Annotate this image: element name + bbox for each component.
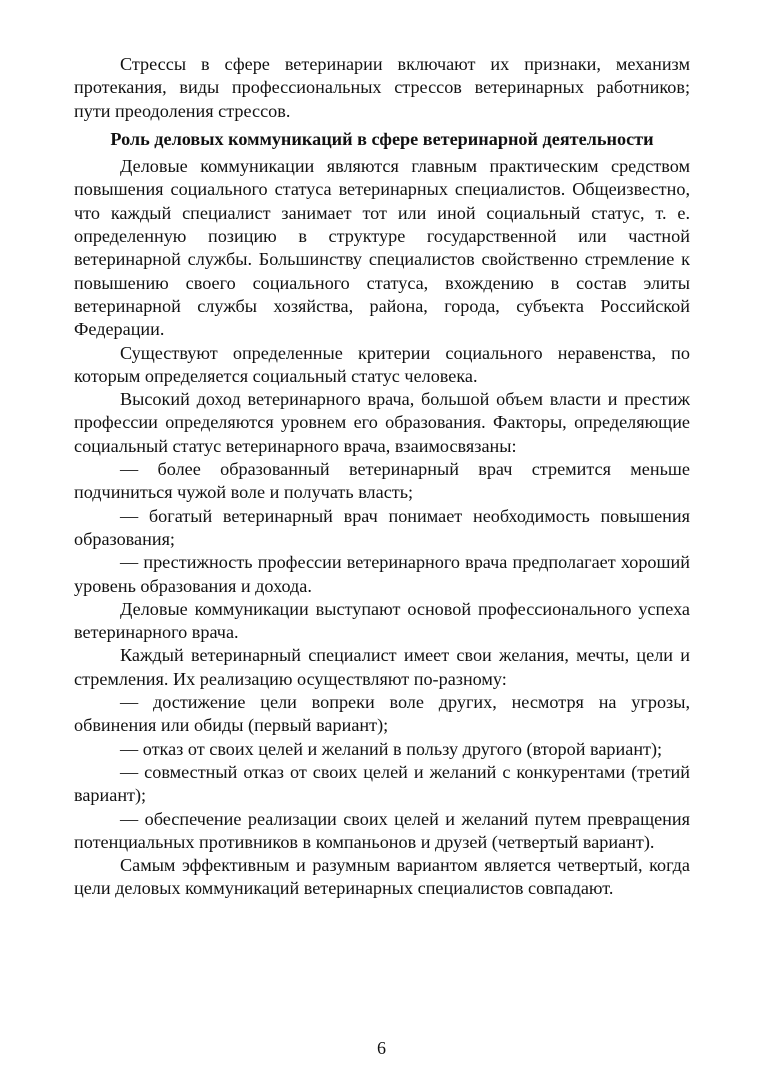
- intro-paragraph: Стрессы в сфере ветеринарии включают их признаки, механизм протекания, виды профессиональных стрессов ветеринарных работников; пути преодоления стрессов.: [74, 54, 690, 121]
- list-item: — отказ от своих целей и желаний в пользу другого (второй вариант);: [120, 738, 663, 759]
- list-item: — престижность профессии ветеринарного врача предполагает хороший уровень образования и дохода.: [74, 552, 690, 596]
- paragraph-wishes: Каждый ветеринарный специалист имеет свои желания, мечты, цели и стремления. Их реализацию осуществляют по-разному:: [74, 645, 690, 689]
- list-item: — совместный отказ от своих целей и желаний с конкурентами (третий вариант);: [74, 761, 690, 806]
- paragraph-status: Деловые коммуникации являются главным практическим средством повышения социального статуса ветеринарных специалистов. Общеизвестно, что каждый специалист занимает тот или иной социальный статус, т. е. определенную позицию в структуре государственной или частной ветеринарной службы. Большинству специалистов свойственно стремление к повышению своего социального статуса, вхождению в состав элиты ветеринарной службы хозяйства, района, города, субъекта Российской Федерации.: [74, 156, 690, 340]
- page-body: [74, 53, 690, 901]
- paragraph-success: Деловые коммуникации выступают основой профессионального успеха ветеринарного врача.: [74, 598, 690, 643]
- list-item: — богатый ветеринарный врач понимает необходимость повышения образования;: [74, 505, 690, 549]
- paragraph-income: Высокий доход ветеринарного врача, большой объем власти и престиж профессии определяются уровнем его образования. Факторы, определяющие социальный статус ветеринарного врача, взаимосвязаны:: [74, 389, 690, 456]
- list-item: — более образованный ветеринарный врач стремится меньше подчиниться чужой воле и получать власть;: [74, 459, 690, 503]
- list-item: — обеспечение реализации своих целей и желаний путем превращения потенциальных противников в компаньонов и друзей (четвертый вариант).: [74, 808, 690, 852]
- page-number: 6: [377, 1038, 386, 1058]
- section-heading: Роль деловых коммуникаций в сфере ветеринарной деятельности: [110, 128, 654, 149]
- paragraph-conclusion: Самым эффективным и разумным вариантом является четвертый, когда цели деловых коммуникаций ветеринарных специалистов совпадают.: [74, 855, 690, 899]
- list-item: — достижение цели вопреки воле других, несмотря на угрозы, обвинения или обиды (первый вариант);: [74, 692, 690, 736]
- paragraph-criteria: Существуют определенные критерии социального неравенства, по которым определяется социальный статус человека.: [74, 342, 690, 386]
